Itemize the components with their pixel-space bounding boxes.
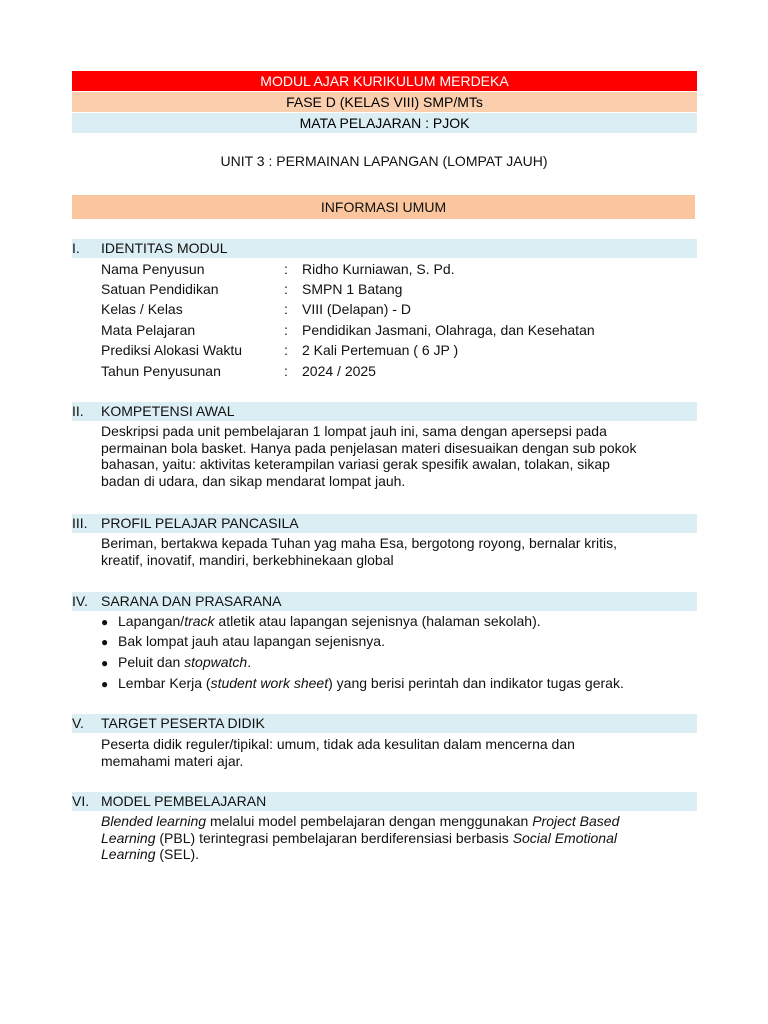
text-italic: Blended learning <box>101 813 207 829</box>
text-span: melalui model pembelajaran dengan menggunakan <box>206 813 533 829</box>
section-title: KOMPETENSI AWAL <box>101 403 235 419</box>
text-italic: Social Emotional <box>512 829 617 846</box>
item-text: ) yang berisi perintah dan indikator tugas gerak. <box>328 675 624 691</box>
text-span: (SEL). <box>155 846 200 862</box>
section-identitas-header <box>72 239 697 258</box>
identity-colon: : <box>284 301 288 317</box>
section-number: VI. <box>72 793 90 809</box>
text-line: Beriman, bertakwa kepada Tuhan yag maha Esa, bergotong royong, bernalar kritis, <box>101 535 617 551</box>
identity-value: Ridho Kurniawan, S. Pd. <box>302 261 455 277</box>
target-text <box>101 736 697 769</box>
identity-label: Mata Pelajaran <box>101 322 196 338</box>
identity-value: VIII (Delapan) - D <box>302 301 411 317</box>
text-line <box>101 846 697 863</box>
list-item <box>101 673 624 694</box>
section-title: SARANA DAN PRASARANA <box>101 593 282 609</box>
section-kompetensi-header <box>72 402 697 421</box>
bullet-icon: ● <box>101 656 109 670</box>
text-line <box>101 813 697 830</box>
text-line: bahasan, yaitu: aktivitas keterampilan variasi gerak spesifik awalan, tolakan, sikap <box>101 456 610 472</box>
item-text: Lembar Kerja ( <box>118 675 211 691</box>
identity-colon: : <box>284 363 288 379</box>
header-title: MODUL AJAR KURIKULUM MERDEKA <box>72 71 697 91</box>
bullet-icon: ● <box>101 615 109 629</box>
list-item <box>101 611 541 632</box>
text-line <box>101 830 697 847</box>
identity-label: Nama Penyusun <box>101 261 205 277</box>
section-title: PROFIL PELAJAR PANCASILA <box>101 515 299 531</box>
list-item <box>101 631 385 652</box>
info-heading: INFORMASI UMUM <box>72 195 695 219</box>
text-line: memahami materi ajar. <box>101 752 244 769</box>
section-number: II. <box>72 403 84 419</box>
identity-value: 2 Kali Pertemuan ( 6 JP ) <box>302 342 459 358</box>
identity-value: SMPN 1 Batang <box>302 281 403 297</box>
identity-label: Satuan Pendidikan <box>101 281 219 297</box>
identity-value: 2024 / 2025 <box>302 363 376 379</box>
bullet-icon: ● <box>101 677 109 691</box>
list-item <box>101 652 251 673</box>
item-text: Bak lompat jauh atau lapangan sejenisnya. <box>118 633 385 649</box>
section-target-header <box>72 714 697 733</box>
header-subject: MATA PELAJARAN : PJOK <box>72 113 697 133</box>
text-span: (PBL) terintegrasi pembelajaran berdiferensiasi berbasis <box>155 829 513 846</box>
section-number: IV. <box>72 593 88 609</box>
section-number: I. <box>72 240 80 256</box>
section-title: TARGET PESERTA DIDIK <box>101 715 265 731</box>
header-phase: FASE D (KELAS VIII) SMP/MTs <box>72 92 697 112</box>
section-number: III. <box>72 515 88 531</box>
item-text: Lapangan/ <box>118 613 185 629</box>
identity-label: Kelas / Kelas <box>101 301 183 317</box>
text-line: Deskripsi pada unit pembelajaran 1 lompat jauh ini, sama dengan apersepsi pada <box>101 423 607 439</box>
identity-colon: : <box>284 342 288 358</box>
bullet-icon: ● <box>101 635 109 649</box>
item-text: atletik atau lapangan sejenisnya (halaman sekolah). <box>214 613 541 629</box>
text-line: kreatif, inovatif, mandiri, berkebhinekaan global <box>101 551 394 568</box>
section-profil-header <box>72 514 697 533</box>
text-line: badan di udara, dan sikap mendarat lompat jauh. <box>101 472 406 489</box>
identity-label: Prediksi Alokasi Waktu <box>101 342 243 358</box>
section-title: IDENTITAS MODUL <box>101 240 228 256</box>
section-model-header <box>72 792 697 811</box>
item-text-italic: track <box>184 613 215 629</box>
text-italic: Learning <box>101 829 156 846</box>
text-line: permainan bola basket. Hanya pada penjelasan materi disesuaikan dengan sub pokok <box>101 439 637 456</box>
section-sarana-header <box>72 592 697 611</box>
section-number: V. <box>72 715 84 731</box>
model-text <box>101 813 697 863</box>
item-text: . <box>247 654 252 670</box>
section-title: MODEL PEMBELAJARAN <box>101 793 267 809</box>
identity-colon: : <box>284 261 288 277</box>
identity-colon: : <box>284 322 288 338</box>
kompetensi-text <box>101 423 697 489</box>
text-italic: Project Based <box>532 813 620 829</box>
unit-title: UNIT 3 : PERMAINAN LAPANGAN (LOMPAT JAUH) <box>220 153 548 169</box>
profil-text <box>101 535 697 568</box>
item-text: Peluit dan <box>118 654 185 670</box>
item-text-italic: student work sheet <box>210 675 329 691</box>
identity-label: Tahun Penyusunan <box>101 363 221 379</box>
text-italic: Learning <box>101 846 156 862</box>
item-text-italic: stopwatch <box>184 654 248 670</box>
identity-value: Pendidikan Jasmani, Olahraga, dan Kesehatan <box>302 322 595 338</box>
identity-colon: : <box>284 281 288 297</box>
text-line: Peserta didik reguler/tipikal: umum, tidak ada kesulitan dalam mencerna dan <box>101 736 575 752</box>
